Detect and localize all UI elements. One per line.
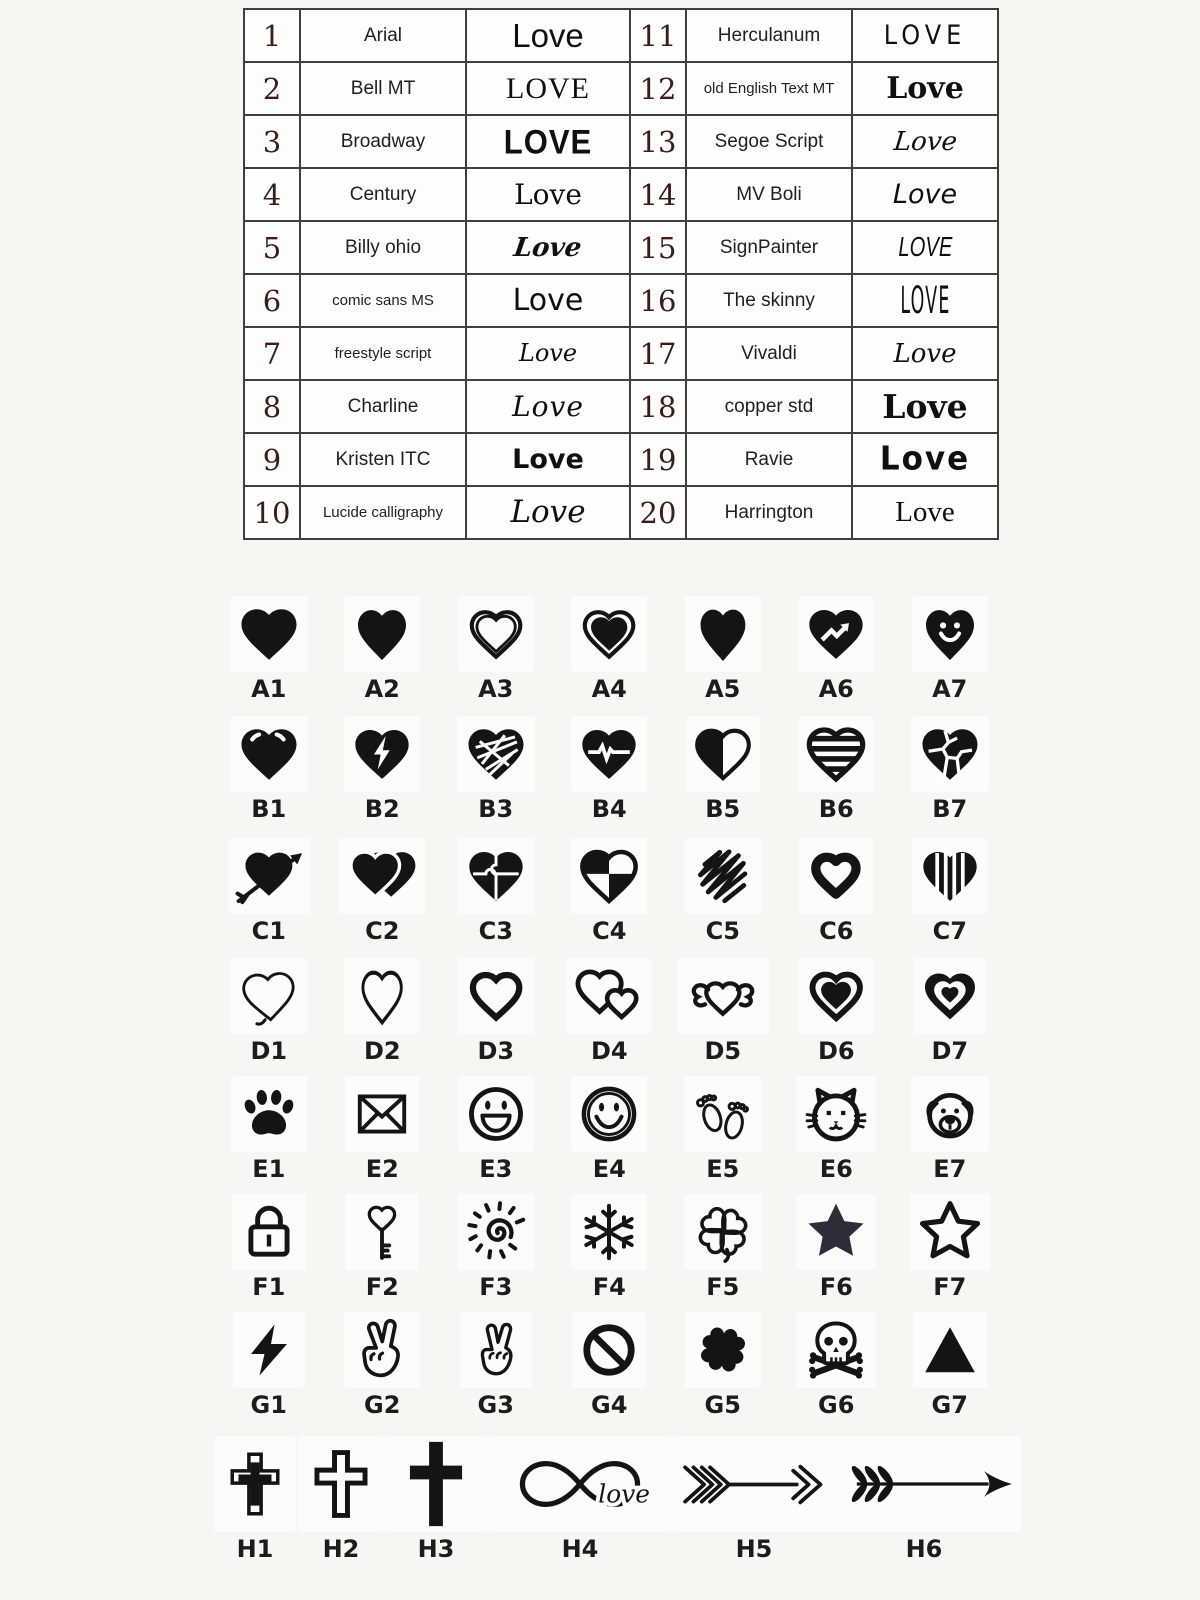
- snowflake-icon: [571, 1194, 647, 1270]
- heart-solid-tall-icon: [685, 596, 761, 672]
- cross-ornate-icon: [214, 1436, 296, 1532]
- symbol-cell: [780, 1194, 894, 1301]
- font-sample-text: Love: [510, 494, 586, 530]
- symbol-label: A7: [932, 675, 968, 703]
- symbol-cell: [326, 958, 440, 1065]
- font-table-row: [244, 327, 998, 380]
- symbol-label: E3: [479, 1155, 513, 1183]
- symbol-label: D3: [477, 1037, 515, 1065]
- symbol-cell: [836, 1436, 1012, 1563]
- symbol-label: H5: [735, 1535, 773, 1563]
- symbol-cell: [893, 838, 1007, 945]
- heart-heartbeat-icon: [571, 716, 647, 792]
- font-name: comic sans MS: [300, 274, 466, 327]
- symbol-label: G5: [704, 1391, 741, 1419]
- hearts-overlap-outline-icon: [566, 958, 652, 1034]
- font-name: old English Text MT: [686, 62, 852, 115]
- symbol-cell: [780, 958, 894, 1065]
- smiley-face-icon: [571, 1076, 647, 1152]
- skull-crossbones-icon: [796, 1312, 876, 1388]
- font-table-row: [244, 380, 998, 433]
- symbol-label: B3: [478, 795, 514, 823]
- symbol-label: B7: [932, 795, 968, 823]
- spiral-sun-icon: [458, 1194, 534, 1270]
- peace-hand-icon: [344, 1312, 420, 1388]
- heart-thin-outline-icon: [230, 958, 308, 1034]
- symbol-label: G6: [818, 1391, 855, 1419]
- heart-key-icon: [345, 1194, 419, 1270]
- symbol-cell: [553, 1076, 667, 1183]
- symbol-label: G7: [931, 1391, 968, 1419]
- symbol-label: B4: [591, 795, 627, 823]
- heart-shine-icon: [230, 716, 308, 792]
- font-sample-text: Love: [892, 179, 958, 210]
- symbol-label: C3: [478, 917, 513, 945]
- symbol-label: D4: [590, 1037, 628, 1065]
- font-table-row: [244, 433, 998, 486]
- symbol-cell: [780, 596, 894, 703]
- symbol-cell: [780, 838, 894, 945]
- font-name: Broadway: [300, 115, 466, 168]
- symbol-label: F3: [479, 1273, 513, 1301]
- symbol-row-f: [212, 1194, 1012, 1301]
- clover-solid-icon: [685, 1312, 761, 1388]
- font-sample-text: Love: [893, 338, 957, 369]
- font-sample-cell: [852, 274, 998, 327]
- font-sample-cell: [466, 62, 630, 115]
- font-row-number: 6: [244, 274, 300, 327]
- font-row-number: 18: [630, 380, 686, 433]
- heart-double-outline-icon: [458, 596, 534, 672]
- font-sample-text: Love: [512, 444, 584, 475]
- symbol-label: E5: [706, 1155, 740, 1183]
- paw-print-icon: [231, 1076, 307, 1152]
- font-sample-text: Love: [891, 126, 959, 157]
- font-sample-cell: [466, 433, 630, 486]
- symbol-cell: [326, 838, 440, 945]
- symbol-label: A3: [478, 675, 514, 703]
- clover-outline-icon: [684, 1194, 762, 1270]
- symbol-cell: [439, 596, 553, 703]
- symbol-cell: [326, 596, 440, 703]
- symbol-label: D2: [363, 1037, 401, 1065]
- heart-narrow-outline-icon: [344, 958, 420, 1034]
- symbol-cell: [553, 838, 667, 945]
- symbol-cell: [780, 716, 894, 823]
- symbol-cell: [666, 958, 780, 1065]
- font-name: Bell MT: [300, 62, 466, 115]
- symbol-label: D7: [931, 1037, 969, 1065]
- symbol-label: E2: [365, 1155, 399, 1183]
- symbol-label: E1: [252, 1155, 286, 1183]
- symbol-cell: [439, 1312, 553, 1419]
- font-row-number: 14: [630, 168, 686, 221]
- symbol-label: H1: [236, 1535, 274, 1563]
- font-row-number: 7: [244, 327, 300, 380]
- heart-checkered-icon: [571, 838, 647, 914]
- baby-feet-icon: [684, 1076, 762, 1152]
- font-sample-cell: [466, 327, 630, 380]
- symbol-cell: [672, 1436, 836, 1563]
- font-table-row: [244, 168, 998, 221]
- symbol-label: F1: [252, 1273, 286, 1301]
- symbol-row-g: [212, 1312, 1012, 1419]
- laughing-face-icon: [458, 1076, 534, 1152]
- font-row-number: 2: [244, 62, 300, 115]
- symbol-label: C5: [705, 917, 740, 945]
- heart-lightning-icon: [344, 716, 420, 792]
- font-sample-text: Love: [512, 232, 584, 263]
- symbol-cell: [488, 1436, 672, 1563]
- symbol-label: H3: [417, 1535, 455, 1563]
- font-sample-cell: [466, 221, 630, 274]
- font-name: Segoe Script: [686, 115, 852, 168]
- infinity-love-icon: [488, 1436, 672, 1532]
- font-sample-cell: [466, 168, 630, 221]
- font-name: Charline: [300, 380, 466, 433]
- arrow-feather-icon: [827, 1436, 1021, 1532]
- heart-double-solid-icon: [339, 838, 425, 914]
- no-sign-icon: [572, 1312, 646, 1388]
- font-name: freestyle script: [300, 327, 466, 380]
- victory-hand-icon: [460, 1312, 532, 1388]
- font-row-number: 1: [244, 9, 300, 62]
- symbol-label: G3: [477, 1391, 514, 1419]
- heart-puzzle-icon: [458, 838, 534, 914]
- symbol-cell: [439, 958, 553, 1065]
- font-table-row: [244, 221, 998, 274]
- font-sample-cell: [466, 274, 630, 327]
- font-sample-cell: [852, 115, 998, 168]
- symbol-label: B6: [818, 795, 854, 823]
- symbol-label: D6: [817, 1037, 855, 1065]
- symbol-label: A6: [818, 675, 854, 703]
- font-name: SignPainter: [686, 221, 852, 274]
- font-row-number: 13: [630, 115, 686, 168]
- font-row-number: 15: [630, 221, 686, 274]
- symbol-cell: [439, 838, 553, 945]
- heart-half-filled-icon: [686, 716, 760, 792]
- symbol-cell: [893, 716, 1007, 823]
- font-name: The skinny: [686, 274, 852, 327]
- symbol-cell: [212, 716, 326, 823]
- symbol-cell: [780, 1076, 894, 1183]
- symbol-label: F6: [819, 1273, 853, 1301]
- symbol-cell: [298, 1436, 384, 1563]
- lightning-bolt-icon: [233, 1312, 305, 1388]
- font-table-row: [244, 274, 998, 327]
- padlock-icon: [232, 1194, 306, 1270]
- symbol-cell: [666, 596, 780, 703]
- symbol-cell: [553, 716, 667, 823]
- cross-solid-icon: [384, 1436, 488, 1532]
- font-name: Vivaldi: [686, 327, 852, 380]
- font-row-number: 17: [630, 327, 686, 380]
- font-sample-cell: [466, 486, 630, 539]
- font-row-number: 11: [630, 9, 686, 62]
- symbol-cell: [212, 958, 326, 1065]
- heart-bold-outline-icon: [458, 958, 534, 1034]
- symbol-label: F4: [592, 1273, 626, 1301]
- symbol-cell: [326, 716, 440, 823]
- font-table-row: [244, 62, 998, 115]
- font-sample-cell: [852, 221, 998, 274]
- font-sample-cell: [852, 168, 998, 221]
- font-sample-text: LOVE: [897, 230, 952, 262]
- symbol-label: F5: [706, 1273, 740, 1301]
- font-row-number: 8: [244, 380, 300, 433]
- symbol-cell: [893, 596, 1007, 703]
- symbol-label: G4: [591, 1391, 628, 1419]
- font-table-row: [244, 486, 998, 539]
- symbol-cell: [212, 1076, 326, 1183]
- dog-face-icon: [911, 1076, 989, 1152]
- font-sample-text: Love: [514, 177, 582, 211]
- symbol-cell: [893, 1312, 1007, 1419]
- symbol-label: D5: [704, 1037, 742, 1065]
- symbol-cell: [553, 1194, 667, 1301]
- symbol-label: H4: [561, 1535, 599, 1563]
- symbol-label: C6: [819, 917, 854, 945]
- symbol-cell: [212, 1436, 298, 1563]
- heart-solid-icon: [230, 596, 308, 672]
- symbol-label: A5: [705, 675, 741, 703]
- font-sample-text: Love: [879, 440, 971, 478]
- svg-text:love: love: [598, 1479, 650, 1509]
- font-row-number: 10: [244, 486, 300, 539]
- symbol-cell: [893, 1076, 1007, 1183]
- symbol-label: C2: [365, 917, 400, 945]
- font-table: [243, 8, 999, 540]
- font-sample-cell: [852, 327, 998, 380]
- heart-in-heart-icon: [914, 958, 986, 1034]
- heart-shattered-icon: [911, 716, 989, 792]
- heart-wings-icon: [677, 958, 769, 1034]
- arrow-chevron-icon: [672, 1436, 836, 1532]
- symbol-row-a: [212, 596, 1012, 703]
- symbol-label: B2: [364, 795, 400, 823]
- symbol-cell: [666, 1312, 780, 1419]
- symbol-label: H6: [905, 1535, 943, 1563]
- font-row-number: 3: [244, 115, 300, 168]
- symbol-label: E4: [592, 1155, 626, 1183]
- symbol-label: C4: [592, 917, 627, 945]
- symbol-cell: [326, 1076, 440, 1183]
- font-sample-text: LOVE: [506, 71, 590, 105]
- heart-arrow-pierced-icon: [228, 838, 310, 914]
- cross-outline-icon: [298, 1436, 384, 1532]
- font-sample-text: Love: [512, 282, 584, 318]
- symbol-cell: [553, 958, 667, 1065]
- symbol-row-b: [212, 716, 1012, 823]
- font-sample-text: Love: [895, 496, 955, 528]
- font-row-number: 16: [630, 274, 686, 327]
- symbol-row-e: [212, 1076, 1012, 1183]
- heart-arrow-up-icon: [798, 596, 874, 672]
- font-sample-cell: [852, 380, 998, 433]
- font-row-number: 4: [244, 168, 300, 221]
- star-solid-icon: [796, 1194, 876, 1270]
- triangle-solid-icon: [913, 1312, 987, 1388]
- symbol-cell: [893, 958, 1007, 1065]
- heart-striped-vertical-icon: [912, 838, 988, 914]
- font-row-number: 20: [630, 486, 686, 539]
- font-sample-text: Love: [886, 70, 964, 106]
- heart-concentric-icon: [798, 958, 874, 1034]
- symbol-row-d: [212, 958, 1012, 1065]
- font-sample-cell: [852, 486, 998, 539]
- symbol-cell: [439, 1194, 553, 1301]
- symbol-label: F7: [933, 1273, 967, 1301]
- heart-solid-narrow-icon: [344, 596, 420, 672]
- symbol-cell: [553, 1312, 667, 1419]
- font-sample-text: Love: [512, 17, 584, 54]
- heart-smiley-icon: [912, 596, 988, 672]
- symbol-cell: [439, 716, 553, 823]
- font-sample-cell: [852, 62, 998, 115]
- font-sample-text: Love: [518, 339, 578, 367]
- symbol-label: F2: [365, 1273, 399, 1301]
- font-sample-text: Love: [882, 387, 968, 426]
- star-outline-icon: [910, 1194, 990, 1270]
- symbol-cell: [666, 1076, 780, 1183]
- font-sample-cell: [466, 9, 630, 62]
- symbol-label: A1: [251, 675, 287, 703]
- symbol-cell: [780, 1312, 894, 1419]
- symbol-cell: [666, 1194, 780, 1301]
- heart-thick-outline-icon: [799, 838, 873, 914]
- font-row-number: 9: [244, 433, 300, 486]
- symbol-label: E7: [933, 1155, 967, 1183]
- heart-scribble-wrap-icon: [457, 716, 535, 792]
- symbol-label: B5: [705, 795, 741, 823]
- font-name: MV Boli: [686, 168, 852, 221]
- symbol-cell: [666, 716, 780, 823]
- symbol-cell: [212, 596, 326, 703]
- font-sample-text: LOVE: [503, 121, 593, 162]
- symbol-cell: [893, 1194, 1007, 1301]
- symbol-cell: [326, 1194, 440, 1301]
- font-sample-text: Love: [512, 389, 584, 423]
- symbol-cell: [212, 1194, 326, 1301]
- font-name: Lucide calligraphy: [300, 486, 466, 539]
- symbol-cell: [384, 1436, 488, 1563]
- font-name: Billy ohio: [300, 221, 466, 274]
- symbol-label: A2: [364, 675, 400, 703]
- font-name: Harrington: [686, 486, 852, 539]
- heart-outlined-solid-icon: [571, 596, 647, 672]
- font-sample-text: LOVE: [899, 277, 951, 323]
- envelope-icon: [345, 1076, 419, 1152]
- font-row-number: 12: [630, 62, 686, 115]
- cat-face-icon: [796, 1076, 876, 1152]
- symbol-label: D1: [250, 1037, 288, 1065]
- symbol-cell: [553, 596, 667, 703]
- font-row-number: 5: [244, 221, 300, 274]
- font-name: Herculanum: [686, 9, 852, 62]
- font-name: copper std: [686, 380, 852, 433]
- font-sample-cell: [466, 380, 630, 433]
- symbol-label: G2: [364, 1391, 401, 1419]
- symbol-row-h: [212, 1436, 1012, 1563]
- symbol-label: C1: [251, 917, 286, 945]
- symbol-label: G1: [250, 1391, 287, 1419]
- font-sample-cell: [852, 9, 998, 62]
- font-table-row: [244, 115, 998, 168]
- symbol-cell: [212, 1312, 326, 1419]
- symbol-label: B1: [251, 795, 287, 823]
- heart-striped-horizontal-icon: [798, 716, 874, 792]
- symbol-cell: [439, 1076, 553, 1183]
- font-name: Ravie: [686, 433, 852, 486]
- font-sample-cell: [466, 115, 630, 168]
- symbol-cell: [212, 838, 326, 945]
- heart-sketch-icon: [684, 838, 762, 914]
- font-row-number: 19: [630, 433, 686, 486]
- font-name: Arial: [300, 9, 466, 62]
- symbol-row-c: [212, 838, 1012, 945]
- font-name: Century: [300, 168, 466, 221]
- symbol-label: H2: [322, 1535, 360, 1563]
- symbol-label: E6: [819, 1155, 853, 1183]
- font-name: Kristen ITC: [300, 433, 466, 486]
- symbol-cell: [326, 1312, 440, 1419]
- font-sample-text: LOVE: [883, 19, 967, 51]
- symbol-label: A4: [591, 675, 627, 703]
- symbol-cell: [666, 838, 780, 945]
- font-sample-cell: [852, 433, 998, 486]
- font-table-row: [244, 9, 998, 62]
- symbol-label: C7: [932, 917, 967, 945]
